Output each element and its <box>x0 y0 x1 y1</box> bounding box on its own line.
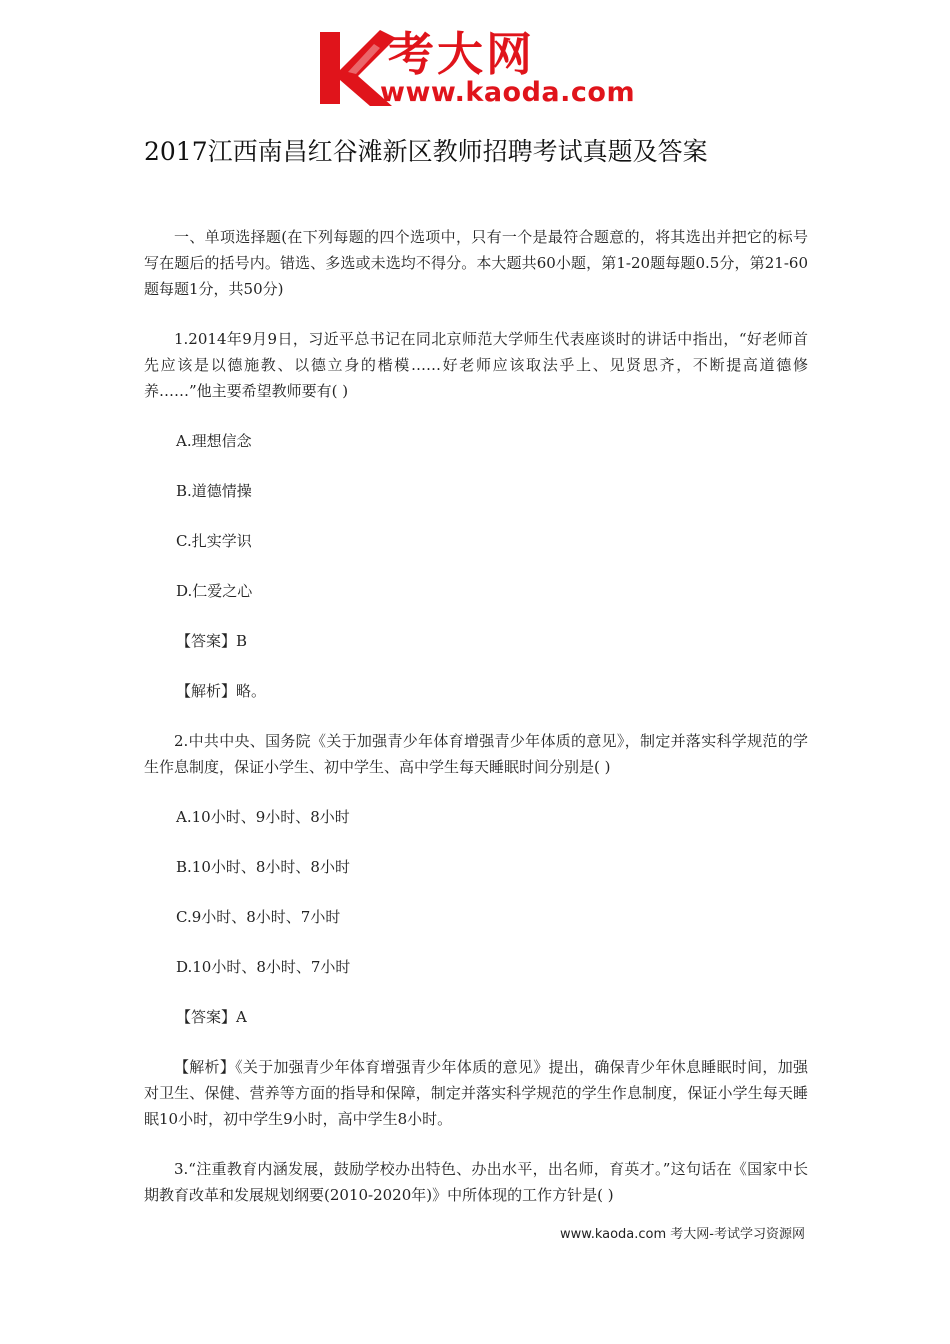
question-2-analysis: 【解析】《关于加强青少年体育增强青少年体质的意见》提出，确保青少年休息睡眠时间，加强对卫生、保健、营养等方面的指导和保障，制定并落实科学规范的学生作息制度，保证小学生每天睡眠10小时，初中学生9小时，高中学生8小时。 <box>144 1058 808 1128</box>
document-body <box>144 224 808 1208</box>
logo-url-text: www.kaoda.com <box>380 77 636 108</box>
section-intro: 一、单项选择题(在下列每题的四个选项中，只有一个是最符合题意的，将其选出并把它的标号写在题后的括号内。错选、多选或未选均不得分。本大题共60小题，第1-20题每题0.5分，第21-60题每题1分，共50分) <box>144 228 808 298</box>
question-2-answer: 【答案】A <box>176 1008 247 1026</box>
logo-brand-text: 考大网 <box>388 27 535 81</box>
question-1-option-c: C.扎实学识 <box>176 532 252 550</box>
question-2-option-c: C.9小时、8小时、7小时 <box>176 908 341 926</box>
question-2-option-d: D.10小时、8小时、7小时 <box>176 958 351 976</box>
question-2-option-a: A.10小时、9小时、8小时 <box>176 808 350 826</box>
question-1-option-a: A.理想信念 <box>176 432 252 450</box>
question-1-stem: 1.2014年9月9日，习近平总书记在同北京师范大学师生代表座谈时的讲话中指出，“好老师首先应该是以德施教、以德立身的楷模……好老师应该取法乎上、见贤思齐，不断提高道德修养……”他主要希望教师要有( ) <box>144 330 808 400</box>
question-2-stem: 2.中共中央、国务院《关于加强青少年体育增强青少年体质的意见》，制定并落实科学规范的学生作息制度，保证小学生、初中学生、高中学生每天睡眠时间分别是( ) <box>144 732 808 776</box>
page-title: 2017江西南昌红谷滩新区教师招聘考试真题及答案 <box>144 137 708 166</box>
question-1-option-d: D.仁爱之心 <box>176 582 253 600</box>
question-1-option-b: B.道德情操 <box>176 482 252 500</box>
question-1-answer: 【答案】B <box>176 632 248 650</box>
kaoda-logo <box>318 26 640 110</box>
page-footer: www.kaoda.com 考大网-考试学习资源网 <box>560 1227 805 1242</box>
question-1-analysis: 【解析】略。 <box>176 682 267 700</box>
question-2-option-b: B.10小时、8小时、8小时 <box>176 858 350 876</box>
question-3-stem: 3.“注重教育内涵发展，鼓励学校办出特色、办出水平，出名师，育英才。”这句话在《国家中长期教育改革和发展规划纲要(2010-2020年)》中所体现的工作方针是( ) <box>144 1160 808 1204</box>
